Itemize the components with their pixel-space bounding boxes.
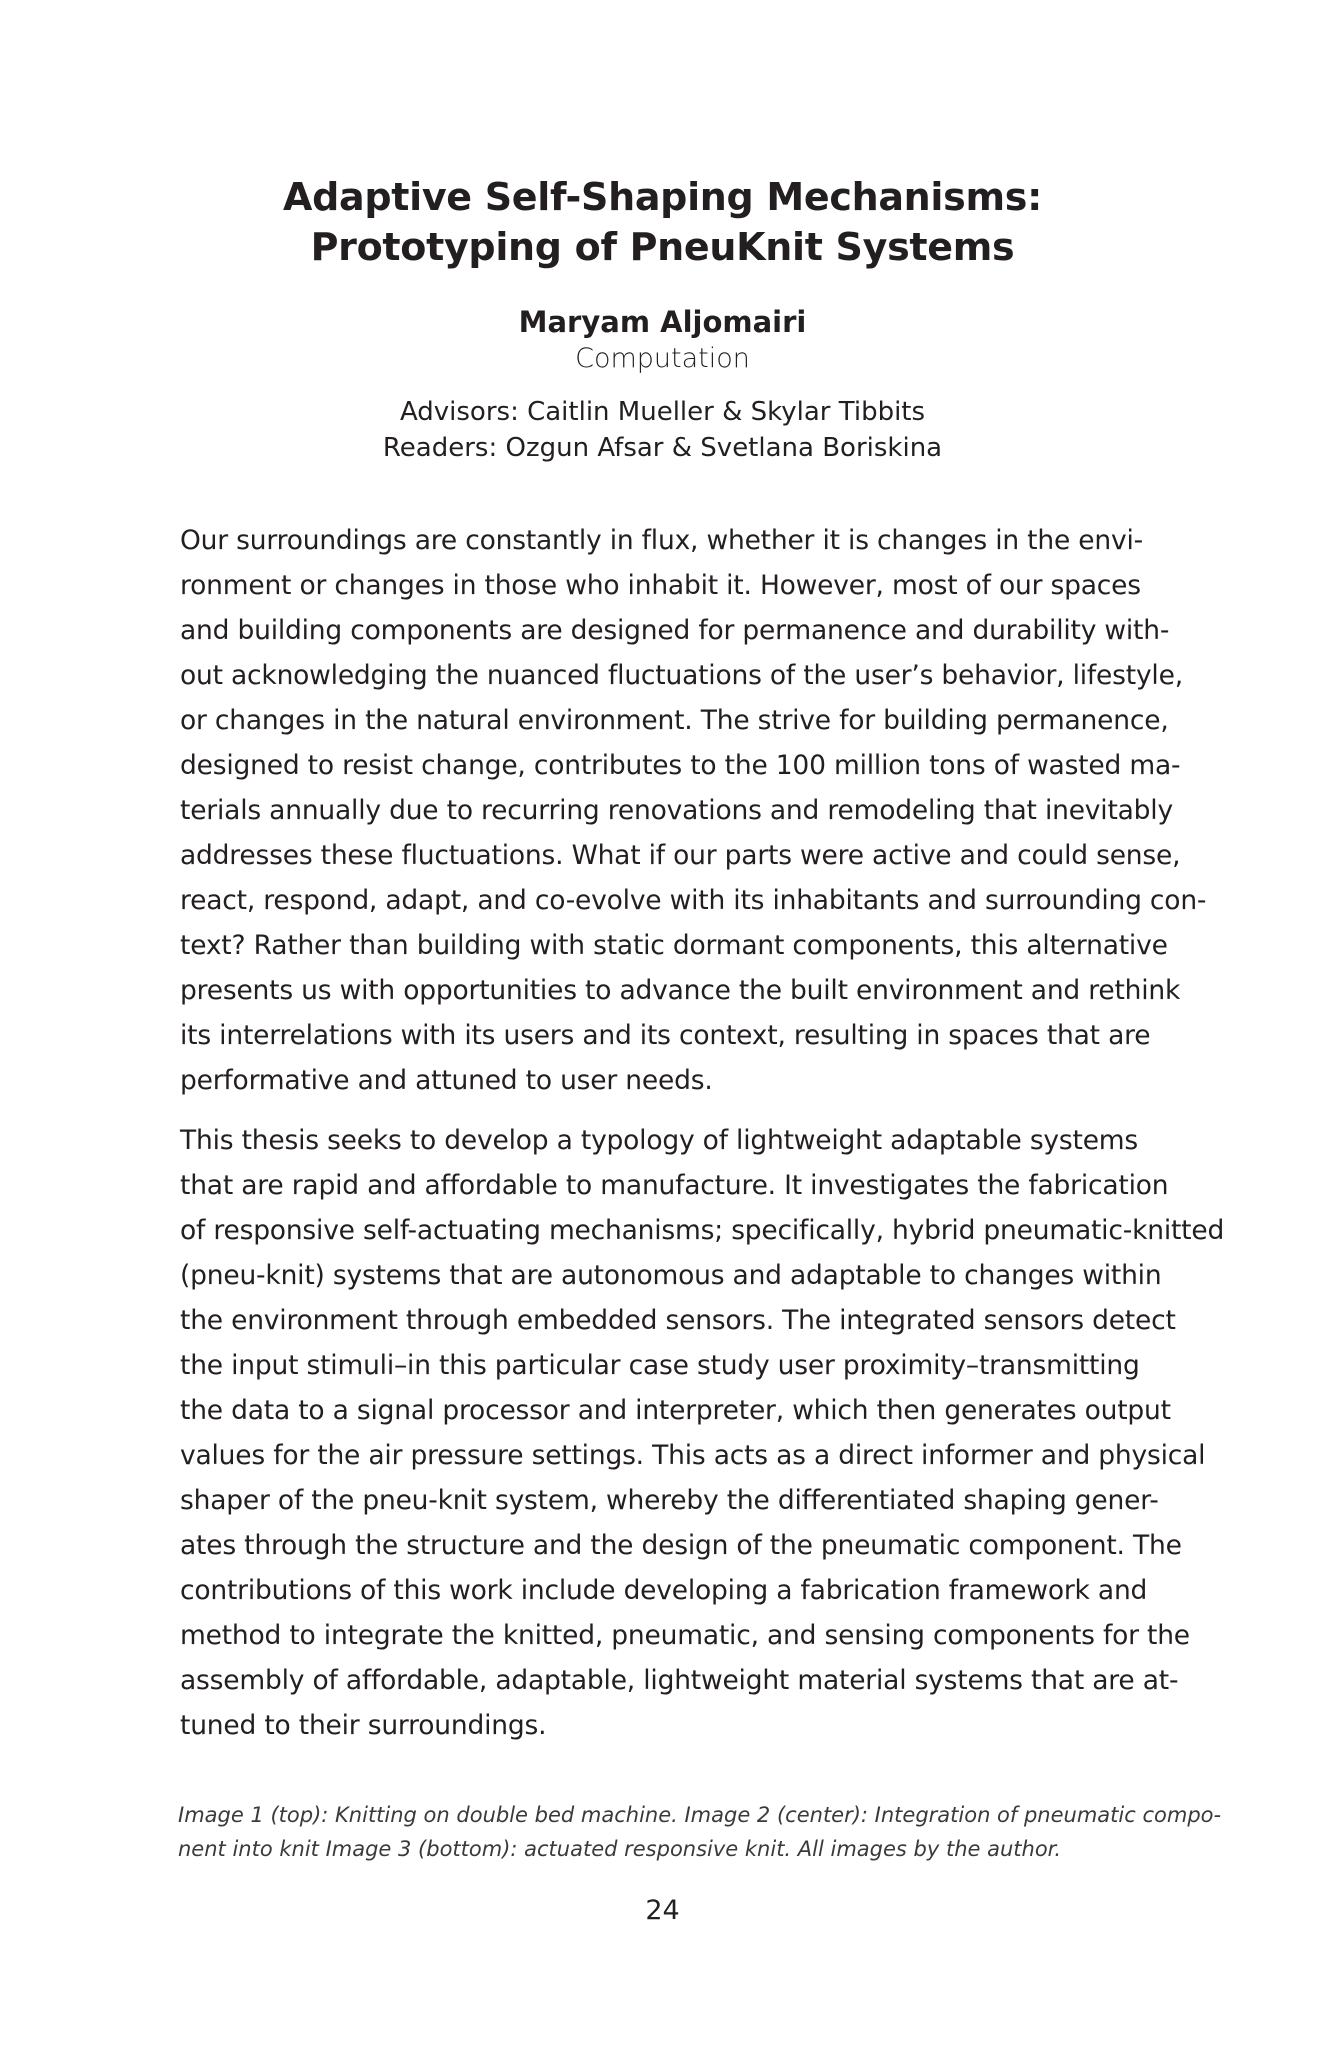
- page-number: 24: [645, 1895, 680, 1926]
- text-line: presents us with opportunities to advance the built environment and rethink: [180, 975, 1181, 1006]
- text-line: assembly of affordable, adaptable, lightweight material systems that are at-: [180, 1665, 1179, 1696]
- image-caption: [178, 1798, 1222, 1866]
- readers-line: Readers: Ozgun Afsar & Svetlana Boriskina: [382, 433, 943, 463]
- text-line: or changes in the natural environment. The strive for building permanence,: [180, 705, 1169, 736]
- text-line: its interrelations with its users and its context, resulting in spaces that are: [180, 1020, 1151, 1051]
- text-line: designed to resist change, contributes to the 100 million tons of wasted ma-: [180, 750, 1181, 781]
- text-line: out acknowledging the nuanced fluctuations of the user’s behavior, lifestyle,: [180, 660, 1183, 691]
- title-line-2: Prototyping of PneuKnit Systems: [310, 225, 1015, 269]
- title-line-1: Adaptive Self-Shaping Mechanisms:: [282, 175, 1042, 219]
- advisors-line: Advisors: Caitlin Mueller & Skylar Tibbits: [399, 397, 926, 427]
- abstract-paragraph-2: [180, 1118, 1225, 1748]
- text-line: performative and attuned to user needs.: [180, 1065, 713, 1096]
- text-line: tuned to their surroundings.: [180, 1710, 547, 1741]
- text-line: method to integrate the knitted, pneumatic, and sensing components for the: [180, 1620, 1190, 1651]
- text-line: the input stimuli–in this particular case study user proximity–transmitting: [180, 1350, 1140, 1381]
- text-line: and building components are designed for permanence and durability with-: [180, 615, 1170, 646]
- text-line: (pneu-knit) systems that are autonomous and adaptable to changes within: [180, 1260, 1162, 1291]
- text-line: react, respond, adapt, and co-evolve with its inhabitants and surrounding con-: [180, 885, 1207, 916]
- text-line: shaper of the pneu-knit system, whereby the differentiated shaping gener-: [180, 1485, 1159, 1516]
- text-line: terials annually due to recurring renovations and remodeling that inevitably: [180, 795, 1173, 826]
- page-title: [0, 172, 1325, 272]
- text-line: This thesis seeks to develop a typology of lightweight adaptable systems: [180, 1125, 1139, 1156]
- text-line: Our surroundings are constantly in flux, whether it is changes in the envi-: [180, 525, 1144, 556]
- text-line: addresses these fluctuations. What if our parts were active and could sense,: [180, 840, 1181, 871]
- text-line: text? Rather than building with static dormant components, this alternative: [180, 930, 1168, 961]
- abstract-paragraph-1: [180, 518, 1207, 1103]
- text-line: values for the air pressure settings. This acts as a direct informer and physical: [180, 1440, 1206, 1471]
- caption-line: nent into knit Image 3 (bottom): actuated responsive knit. All images by the author.: [178, 1837, 1062, 1861]
- text-line: the data to a signal processor and interpreter, which then generates output: [180, 1395, 1171, 1426]
- author-name: Maryam Aljomairi: [518, 305, 807, 339]
- text-line: ates through the structure and the design of the pneumatic component. The: [180, 1530, 1182, 1561]
- caption-line: Image 1 (top): Knitting on double bed machine. Image 2 (center): Integration of pneumatic compo-: [178, 1803, 1222, 1827]
- text-line: that are rapid and affordable to manufacture. It investigates the fabrication: [180, 1170, 1169, 1201]
- text-line: ronment or changes in those who inhabit it. However, most of our spaces: [180, 570, 1141, 601]
- text-line: of responsive self-actuating mechanisms; specifically, hybrid pneumatic-knitted: [180, 1215, 1225, 1246]
- text-line: contributions of this work include developing a fabrication framework and: [180, 1575, 1148, 1606]
- text-line: the environment through embedded sensors. The integrated sensors detect: [180, 1305, 1176, 1336]
- department: Computation: [575, 343, 750, 374]
